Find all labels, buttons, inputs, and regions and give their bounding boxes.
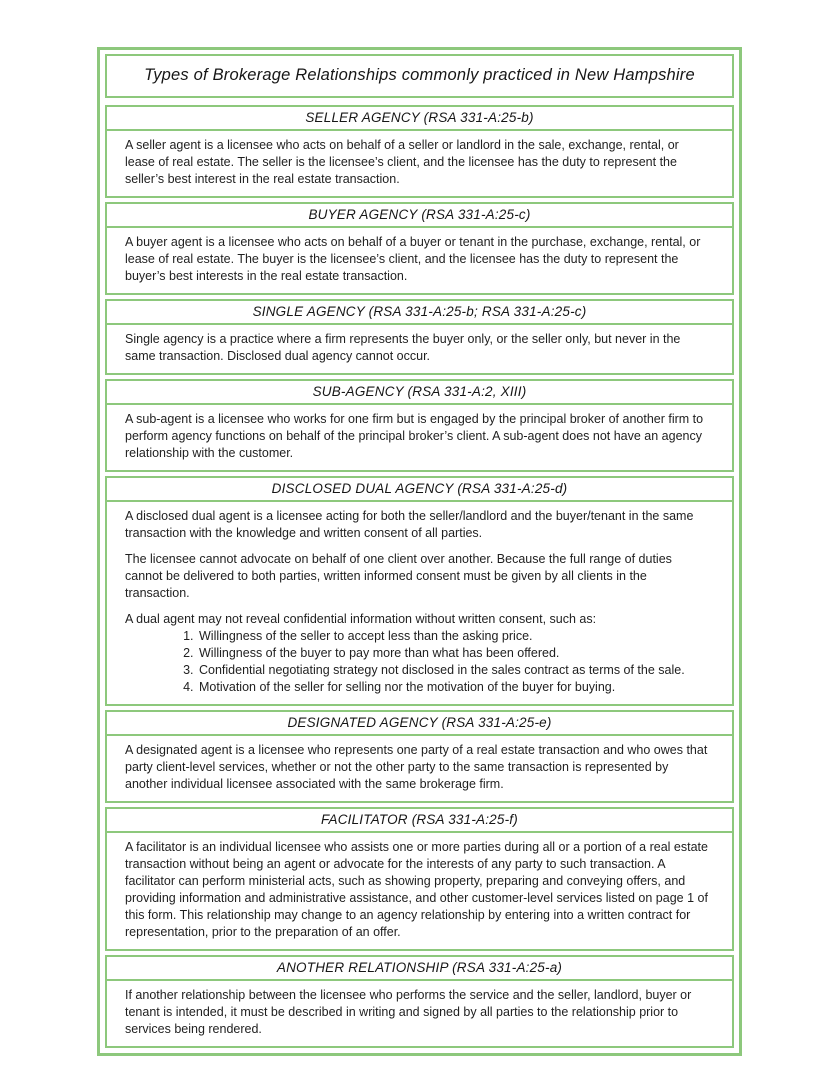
list-item: 1. Willingness of the seller to accept less than the asking price. bbox=[197, 628, 710, 645]
document-title-box bbox=[105, 54, 734, 98]
section-buyer-agency bbox=[105, 202, 734, 295]
section-heading: FACILITATOR (RSA 331-A:25-f) bbox=[107, 809, 732, 833]
document-title: Types of Brokerage Relationships commonly practiced in New Hampshire bbox=[144, 66, 695, 84]
paragraph: A facilitator is an individual licensee who assists one or more parties during all or a portion of a real estate transaction without being an agent or advocate for the interests of any party to such transaction. A facilitator can perform ministerial acts, such as showing property, preparing and conveying offers, and providing information and administrative assistance, and other customer-level services listed on page 1 of this form. This relationship may change to an agency relationship by entering into a written contract for representation, prior to the preparation of an offer. bbox=[125, 840, 708, 939]
paragraph: A dual agent may not reveal confidential information without written consent, such as: bbox=[125, 612, 597, 626]
list-item: 4. Motivation of the seller for selling nor the motivation of the buyer for buying. bbox=[197, 679, 710, 696]
section-heading: BUYER AGENCY (RSA 331-A:25-c) bbox=[107, 204, 732, 228]
document-frame bbox=[97, 47, 742, 1056]
list-item: 3. Confidential negotiating strategy not disclosed in the sales contract as terms of the sale. bbox=[197, 662, 710, 679]
section-disclosed-dual-agency bbox=[105, 476, 734, 706]
section-sub-agency bbox=[105, 379, 734, 472]
paragraph: If another relationship between the licensee who performs the service and the seller, landlord, buyer or tenant is intended, it must be described in writing and signed by all parties to the relationship prior to services being rendered. bbox=[125, 988, 692, 1036]
paragraph: A seller agent is a licensee who acts on behalf of a seller or landlord in the sale, exchange, rental, or lease of real estate. The seller is the licensee’s client, and the licensee has the duty to represent the seller’s best interest in the real estate transaction. bbox=[125, 138, 679, 186]
paragraph: A sub-agent is a licensee who works for one firm but is engaged by the principal broker of another firm to perform agency functions on behalf of the principal broker’s client. A sub-agent does not have an agency relationship with the customer. bbox=[125, 412, 704, 460]
section-body bbox=[107, 228, 732, 293]
sections-container bbox=[105, 105, 734, 1048]
paragraph: The licensee cannot advocate on behalf of one client over another. Because the full range of duties cannot be delivered to both parties, written informed consent must be given by all clients in the transaction. bbox=[125, 552, 672, 600]
section-heading: SINGLE AGENCY (RSA 331-A:25-b; RSA 331-A:25-c) bbox=[107, 301, 732, 325]
section-body bbox=[107, 405, 732, 470]
paragraph: A disclosed dual agent is a licensee acting for both the seller/landlord and the buyer/tenant in the same transaction with the knowledge and written consent of all parties. bbox=[125, 509, 694, 540]
section-heading: DISCLOSED DUAL AGENCY (RSA 331-A:25-d) bbox=[107, 478, 732, 502]
section-body bbox=[107, 131, 732, 196]
paragraph: Single agency is a practice where a firm represents the buyer only, or the seller only, but never in the same transaction. Disclosed dual agency cannot occur. bbox=[125, 332, 681, 363]
section-facilitator bbox=[105, 807, 734, 951]
section-another-relationship bbox=[105, 955, 734, 1048]
section-single-agency bbox=[105, 299, 734, 375]
numbered-list bbox=[125, 628, 710, 696]
section-body bbox=[107, 736, 732, 801]
section-heading: ANOTHER RELATIONSHIP (RSA 331-A:25-a) bbox=[107, 957, 732, 981]
section-heading: SELLER AGENCY (RSA 331-A:25-b) bbox=[107, 107, 732, 131]
section-designated-agency bbox=[105, 710, 734, 803]
section-heading: SUB-AGENCY (RSA 331-A:2, XIII) bbox=[107, 381, 732, 405]
section-body bbox=[107, 325, 732, 373]
section-body bbox=[107, 981, 732, 1046]
section-seller-agency bbox=[105, 105, 734, 198]
paragraph: A designated agent is a licensee who represents one party of a real estate transaction and who owes that party client-level services, whether or not the other party to the same transaction is represented by another individual licensee associated with the same brokerage firm. bbox=[125, 743, 708, 791]
section-body bbox=[107, 833, 732, 949]
paragraph: A buyer agent is a licensee who acts on behalf of a buyer or tenant in the purchase, exchange, rental, or lease of real estate. The buyer is the licensee’s client, and the licensee has the duty to represent the buyer’s best interests in the real estate transaction. bbox=[125, 235, 701, 283]
section-heading: DESIGNATED AGENCY (RSA 331-A:25-e) bbox=[107, 712, 732, 736]
list-item: 2. Willingness of the buyer to pay more than what has been offered. bbox=[197, 645, 710, 662]
section-body bbox=[107, 502, 732, 704]
